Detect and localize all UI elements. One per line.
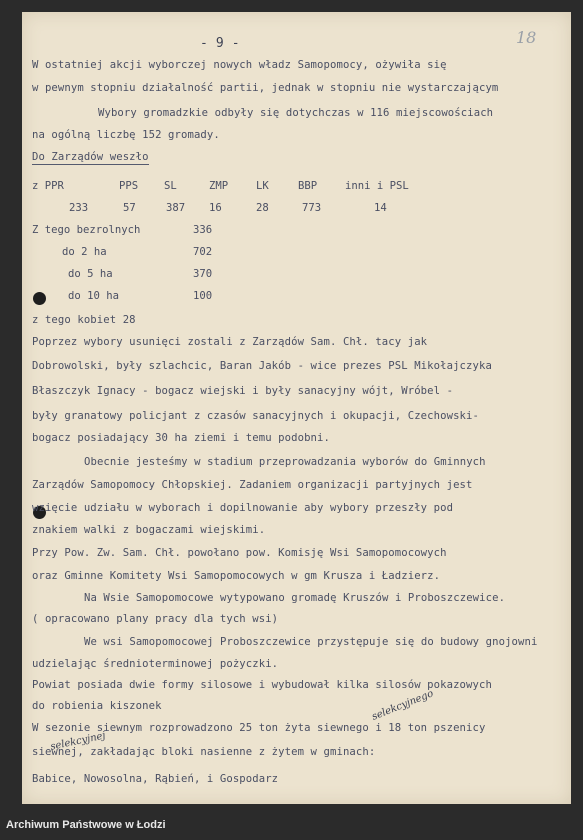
party-value: 773 [302, 202, 322, 214]
text-line: Poprzez wybory usunięci zostali z Zarządów Sam. Chł. tacy jak [32, 336, 428, 348]
text-line: udzielając średnioterminowej pożyczki. [32, 658, 279, 670]
text-line: siewnej, zakładając bloki nasienne z żytem w gminach: [32, 746, 376, 758]
land-value: 336 [193, 224, 213, 236]
text-line: Babice, Nowosolna, Rąbień, i Gospodarz [32, 773, 279, 785]
land-value: 370 [193, 268, 213, 280]
text-line: były granatowy policjant z czasów sanacyjnych i okupacji, Czechowski- [32, 410, 479, 422]
text-line: Wybory gromadzkie odbyły się dotychczas w 116 miejscowościach [98, 107, 494, 119]
text-line: ( opracowano plany pracy dla tych wsi) [32, 613, 279, 625]
text-line: Powiat posiada dwie formy silosowe i wybudował kilka silosów pokazowych [32, 679, 492, 691]
party-header: ZMP [209, 180, 229, 192]
text-line: z tego kobiet 28 [32, 314, 136, 326]
text-line: wzięcie udziału w wyborach i dopilnowanie aby wybory przeszły pod [32, 502, 454, 514]
text-line: Przy Pow. Zw. Sam. Chł. powołano pow. Komisję Wsi Samopomocowych [32, 547, 447, 559]
text-line: znakiem walki z bogaczami wiejskimi. [32, 524, 266, 536]
punch-hole [33, 292, 46, 305]
land-label: do 5 ha [68, 268, 113, 280]
land-label: Z tego bezrolnych [32, 224, 141, 236]
text-line: bogacz posiadający 30 ha ziemi i temu podobni. [32, 432, 330, 444]
text-line: We wsi Samopomocowej Proboszczewice przystępuje się do budowy gnojowni [84, 636, 538, 648]
text-line: na ogólną liczbę 152 gromady. [32, 129, 220, 141]
text-line: W sezonie siewnym rozprowadzono 25 ton żyta siewnego i 18 ton pszenicy [32, 722, 486, 734]
land-value: 100 [193, 290, 213, 302]
party-header: z PPR [32, 180, 64, 192]
party-value: 16 [209, 202, 222, 214]
archive-footer [0, 811, 583, 840]
handwritten-correction: selekcyjnego [370, 688, 436, 723]
party-header: inni i PSL [345, 180, 409, 192]
text-line: Błaszczyk Ignacy - bogacz wiejski i były sanacyjny wójt, Wróbel - [32, 385, 454, 397]
handwritten-correction: selekcyjnej [49, 730, 107, 753]
text-line: w pewnym stopniu działalność partii, jednak w stopniu nie wystarczającym [32, 82, 499, 94]
document-page [22, 12, 571, 804]
text-line: Na Wsie Samopomocowe wytypowano gromadę Kruszów i Proboszczewice. [84, 592, 506, 604]
party-value: 233 [69, 202, 89, 214]
land-value: 702 [193, 246, 213, 258]
party-value: 28 [256, 202, 269, 214]
party-value: 14 [374, 202, 387, 214]
land-label: do 2 ha [62, 246, 107, 258]
text-line: Dobrowolski, były szlachcic, Baran Jakób - wice prezes PSL Mikołajczyka [32, 360, 492, 372]
text-line: oraz Gminne Komitety Wsi Samopomocowych w gm Krusza i Ładzierz. [32, 570, 441, 582]
party-value: 57 [123, 202, 136, 214]
party-header: LK [256, 180, 269, 192]
page-number: - 9 - [200, 36, 240, 51]
section-heading: Do Zarządów weszło [32, 151, 149, 163]
text-line: Zarządów Samopomocy Chłopskiej. Zadaniem organizacji partyjnych jest [32, 479, 473, 491]
text-line: do robienia kiszonek [32, 700, 162, 712]
party-header: SL [164, 180, 177, 192]
party-header: PPS [119, 180, 139, 192]
party-value: 387 [166, 202, 186, 214]
archive-name: Archiwum Państwowe w Łodzi [6, 819, 166, 831]
text-line: W ostatniej akcji wyborczej nowych władz Samopomocy, ożywiła się [32, 59, 447, 71]
land-label: do 10 ha [68, 290, 120, 302]
party-header: BBP [298, 180, 318, 192]
text-line: Obecnie jesteśmy w stadium przeprowadzania wyborów do Gminnych [84, 456, 486, 468]
corner-mark: 18 [516, 28, 537, 47]
